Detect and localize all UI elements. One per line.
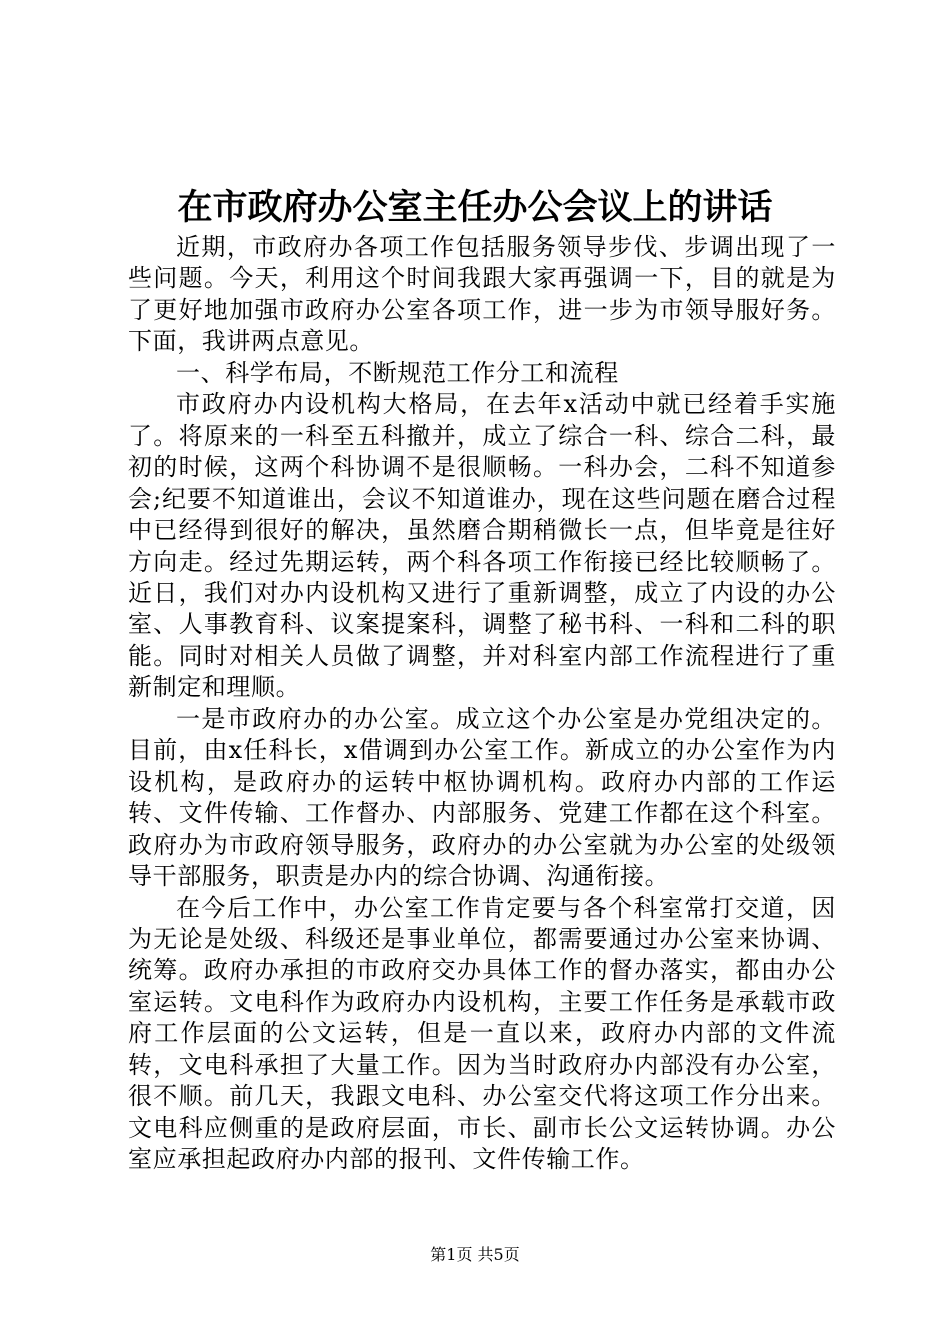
document-body xyxy=(128,232,836,1176)
paragraph-structure: 市政府办内设机构大格局，在去年x活动中就已经着手实施了。将原来的一科至五科撤并，成立了综合一科、综合二科，最初的时候，这两个科协调不是很顺畅。一科办会，二科不知道参会;纪要不知道谁出，会议不知道谁办，现在这些问题在磨合过程中已经得到很好的解决，虽然磨合期稍微长一点，但毕竟是往好方向走。经过先期运转，两个科各项工作衔接已经比较顺畅了。近日，我们对办内设机构又进行了重新调整，成立了内设的办公室、人事教育科、议案提案科，调整了秘书科、一科和二科的职能。同时对相关人员做了调整，并对科室内部工作流程进行了重新制定和理顺。 xyxy=(128,390,836,702)
paragraph-intro: 近期，市政府办各项工作包括服务领导步伐、步调出现了一些问题。今天，利用这个时间我跟大家再强调一下，目的就是为了更好地加强市政府办公室各项工作，进一步为市领导服好务。下面，我讲两点意见。 xyxy=(128,233,836,356)
paragraph-office: 一是市政府办的办公室。成立这个办公室是办党组决定的。目前，由x任科长，x借调到办公室工作。新成立的办公室作为内设机构，是政府办的运转中枢协调机构。政府办内部的工作运转、文件传输、工作督办、内部服务、党建工作都在这个科室。政府办为市政府领导服务，政府办的办公室就为办公室的处级领导干部服务，职责是办内的综合协调、沟通衔接。 xyxy=(128,704,836,891)
page-footer: 第1页 共5页 xyxy=(430,1245,520,1264)
paragraph-future-work: 在今后工作中，办公室工作肯定要与各个科室常打交道，因为无论是处级、科级还是事业单位，都需要通过办公室来协调、统筹。政府办承担的市政府交办具体工作的督办落实，都由办公室运转。文电科作为政府办内设机构，主要工作任务是承载市政府工作层面的公文运转，但是一直以来，政府办内部的文件流转，文电科承担了大量工作。因为当时政府办内部没有办公室，很不顺。前几天，我跟文电科、办公室交代将这项工作分出来。文电科应侧重的是政府层面，市长、副市长公文运转协调。办公室应承担起政府办内部的报刊、文件传输工作。 xyxy=(128,893,836,1174)
document-title: 在市政府办公室主任办公会议上的讲话 xyxy=(177,187,773,228)
section-heading-1: 一、科学布局，不断规范工作分工和流程 xyxy=(176,358,619,387)
